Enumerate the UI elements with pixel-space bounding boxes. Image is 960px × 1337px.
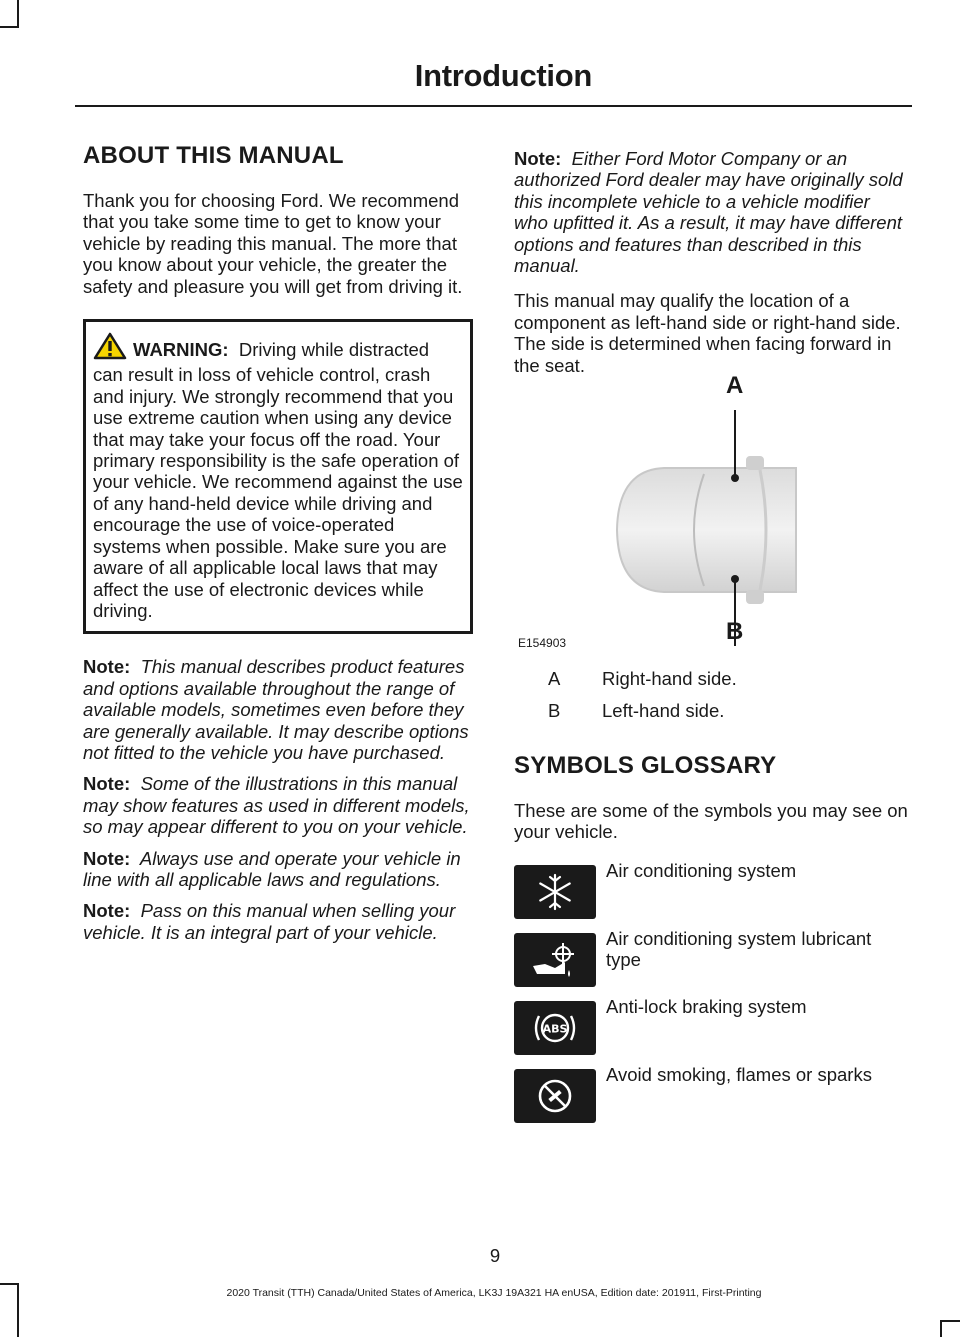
note-upfitter bbox=[514, 148, 908, 276]
symbols-intro: These are some of the symbols you may see on your vehicle. bbox=[514, 800, 908, 843]
ac-lubricant-icon bbox=[514, 933, 596, 987]
diagram-label-a: A bbox=[726, 372, 744, 400]
page-title: Introduction bbox=[414, 58, 592, 93]
note-3 bbox=[83, 848, 473, 891]
note-label: Note: bbox=[83, 773, 131, 795]
crop-mark-top-left bbox=[17, 0, 19, 28]
legend-row-b bbox=[514, 700, 908, 722]
symbol-label: Air conditioning system lubricant type bbox=[606, 927, 872, 970]
symbol-row bbox=[514, 995, 908, 1057]
snowflake-icon bbox=[514, 865, 596, 919]
legend-text: Right-hand side. bbox=[602, 668, 737, 690]
symbol-label: Anti-lock braking system bbox=[606, 995, 807, 1017]
vehicle-side-diagram bbox=[514, 372, 908, 656]
section-heading-symbols: SYMBOLS GLOSSARY bbox=[514, 752, 777, 780]
crop-mark-bottom-right bbox=[940, 1320, 942, 1337]
abs-icon bbox=[514, 1001, 596, 1055]
left-column bbox=[83, 142, 473, 953]
symbol-label: Avoid smoking, flames or sparks bbox=[606, 1063, 872, 1085]
svg-text:ABS: ABS bbox=[542, 1022, 568, 1036]
note-label: Note: bbox=[83, 847, 131, 869]
legend-text: Left-hand side. bbox=[602, 700, 725, 722]
crop-mark-bottom-left-h bbox=[0, 1283, 19, 1285]
symbol-row bbox=[514, 927, 908, 989]
legend-key: B bbox=[548, 700, 561, 722]
page-number: 9 bbox=[489, 1245, 501, 1266]
note-text: Pass on this manual when selling your vehicle. It is an integral part of your vehicle. bbox=[83, 900, 456, 943]
intro-paragraph: Thank you for choosing Ford. We recommend that you take some time to get to know your vehicle by reading this manual. The more that you know about your vehicle, the greater the safety and pleasure you will get from driving it. bbox=[83, 190, 463, 297]
symbol-label: Air conditioning system bbox=[606, 859, 797, 881]
footer-edition: 2020 Transit (TTH) Canada/United States of America, LK3J 19A321 HA enUSA, Edition date: 201911, First-Printing bbox=[226, 1287, 762, 1299]
note-label: Note: bbox=[83, 656, 131, 678]
note-text: Either Ford Motor Company or an authorized Ford dealer may have originally sold this incomplete vehicle to a vehicle modifier who upfitted it. As a result, it may have different options and features than described in this manual. bbox=[514, 148, 903, 277]
warning-box bbox=[83, 319, 473, 634]
legend-row-a bbox=[514, 668, 908, 690]
symbol-row bbox=[514, 859, 908, 921]
crop-mark-top-left-h bbox=[0, 26, 19, 28]
symbol-row bbox=[514, 1063, 908, 1125]
diagram-code: E154903 bbox=[518, 636, 567, 651]
crop-mark-bottom-right-h bbox=[940, 1320, 960, 1322]
no-smoking-icon bbox=[514, 1069, 596, 1123]
note-2 bbox=[83, 773, 473, 837]
vehicle-top-view-illustration bbox=[514, 390, 908, 656]
section-heading-about: ABOUT THIS MANUAL bbox=[83, 142, 344, 169]
note-1 bbox=[83, 656, 473, 763]
note-label: Note: bbox=[514, 148, 562, 169]
right-column bbox=[514, 148, 908, 1137]
header-divider bbox=[75, 105, 912, 107]
note-label: Note: bbox=[83, 900, 131, 922]
note-text: Always use and operate your vehicle in line with all applicable laws and regulations. bbox=[83, 847, 461, 890]
warning-triangle-icon bbox=[93, 332, 127, 364]
note-text: This manual describes product features and options available throughout the range of available models, sometimes even before they are generally available. It may describe options not fitted to the vehicle you have purchased. bbox=[83, 656, 469, 763]
side-paragraph: This manual may qualify the location of a component as left-hand side or right-hand side. The side is determined when facing forward in the seat. bbox=[514, 290, 901, 376]
note-text: Some of the illustrations in this manual may show features as used in different models, so may appear different to you on your vehicle. bbox=[83, 773, 470, 838]
warning-text: Driving while distracted can result in loss of vehicle control, crash and injury. We strongly recommend that you use extreme caution when using any device that may take your focus off the road. Your primary responsibility is the safe operation of your vehicle. We recommend against the use of any hand-held device while driving and encourage the use of voice-operated systems when possible. Make sure you are aware of all applicable local laws that may affect the use of electronic devices while driving. bbox=[93, 339, 463, 621]
note-4 bbox=[83, 900, 473, 943]
diagram-label-b: B bbox=[726, 618, 744, 646]
warning-label: WARNING: bbox=[133, 339, 229, 361]
legend-key: A bbox=[548, 668, 561, 690]
